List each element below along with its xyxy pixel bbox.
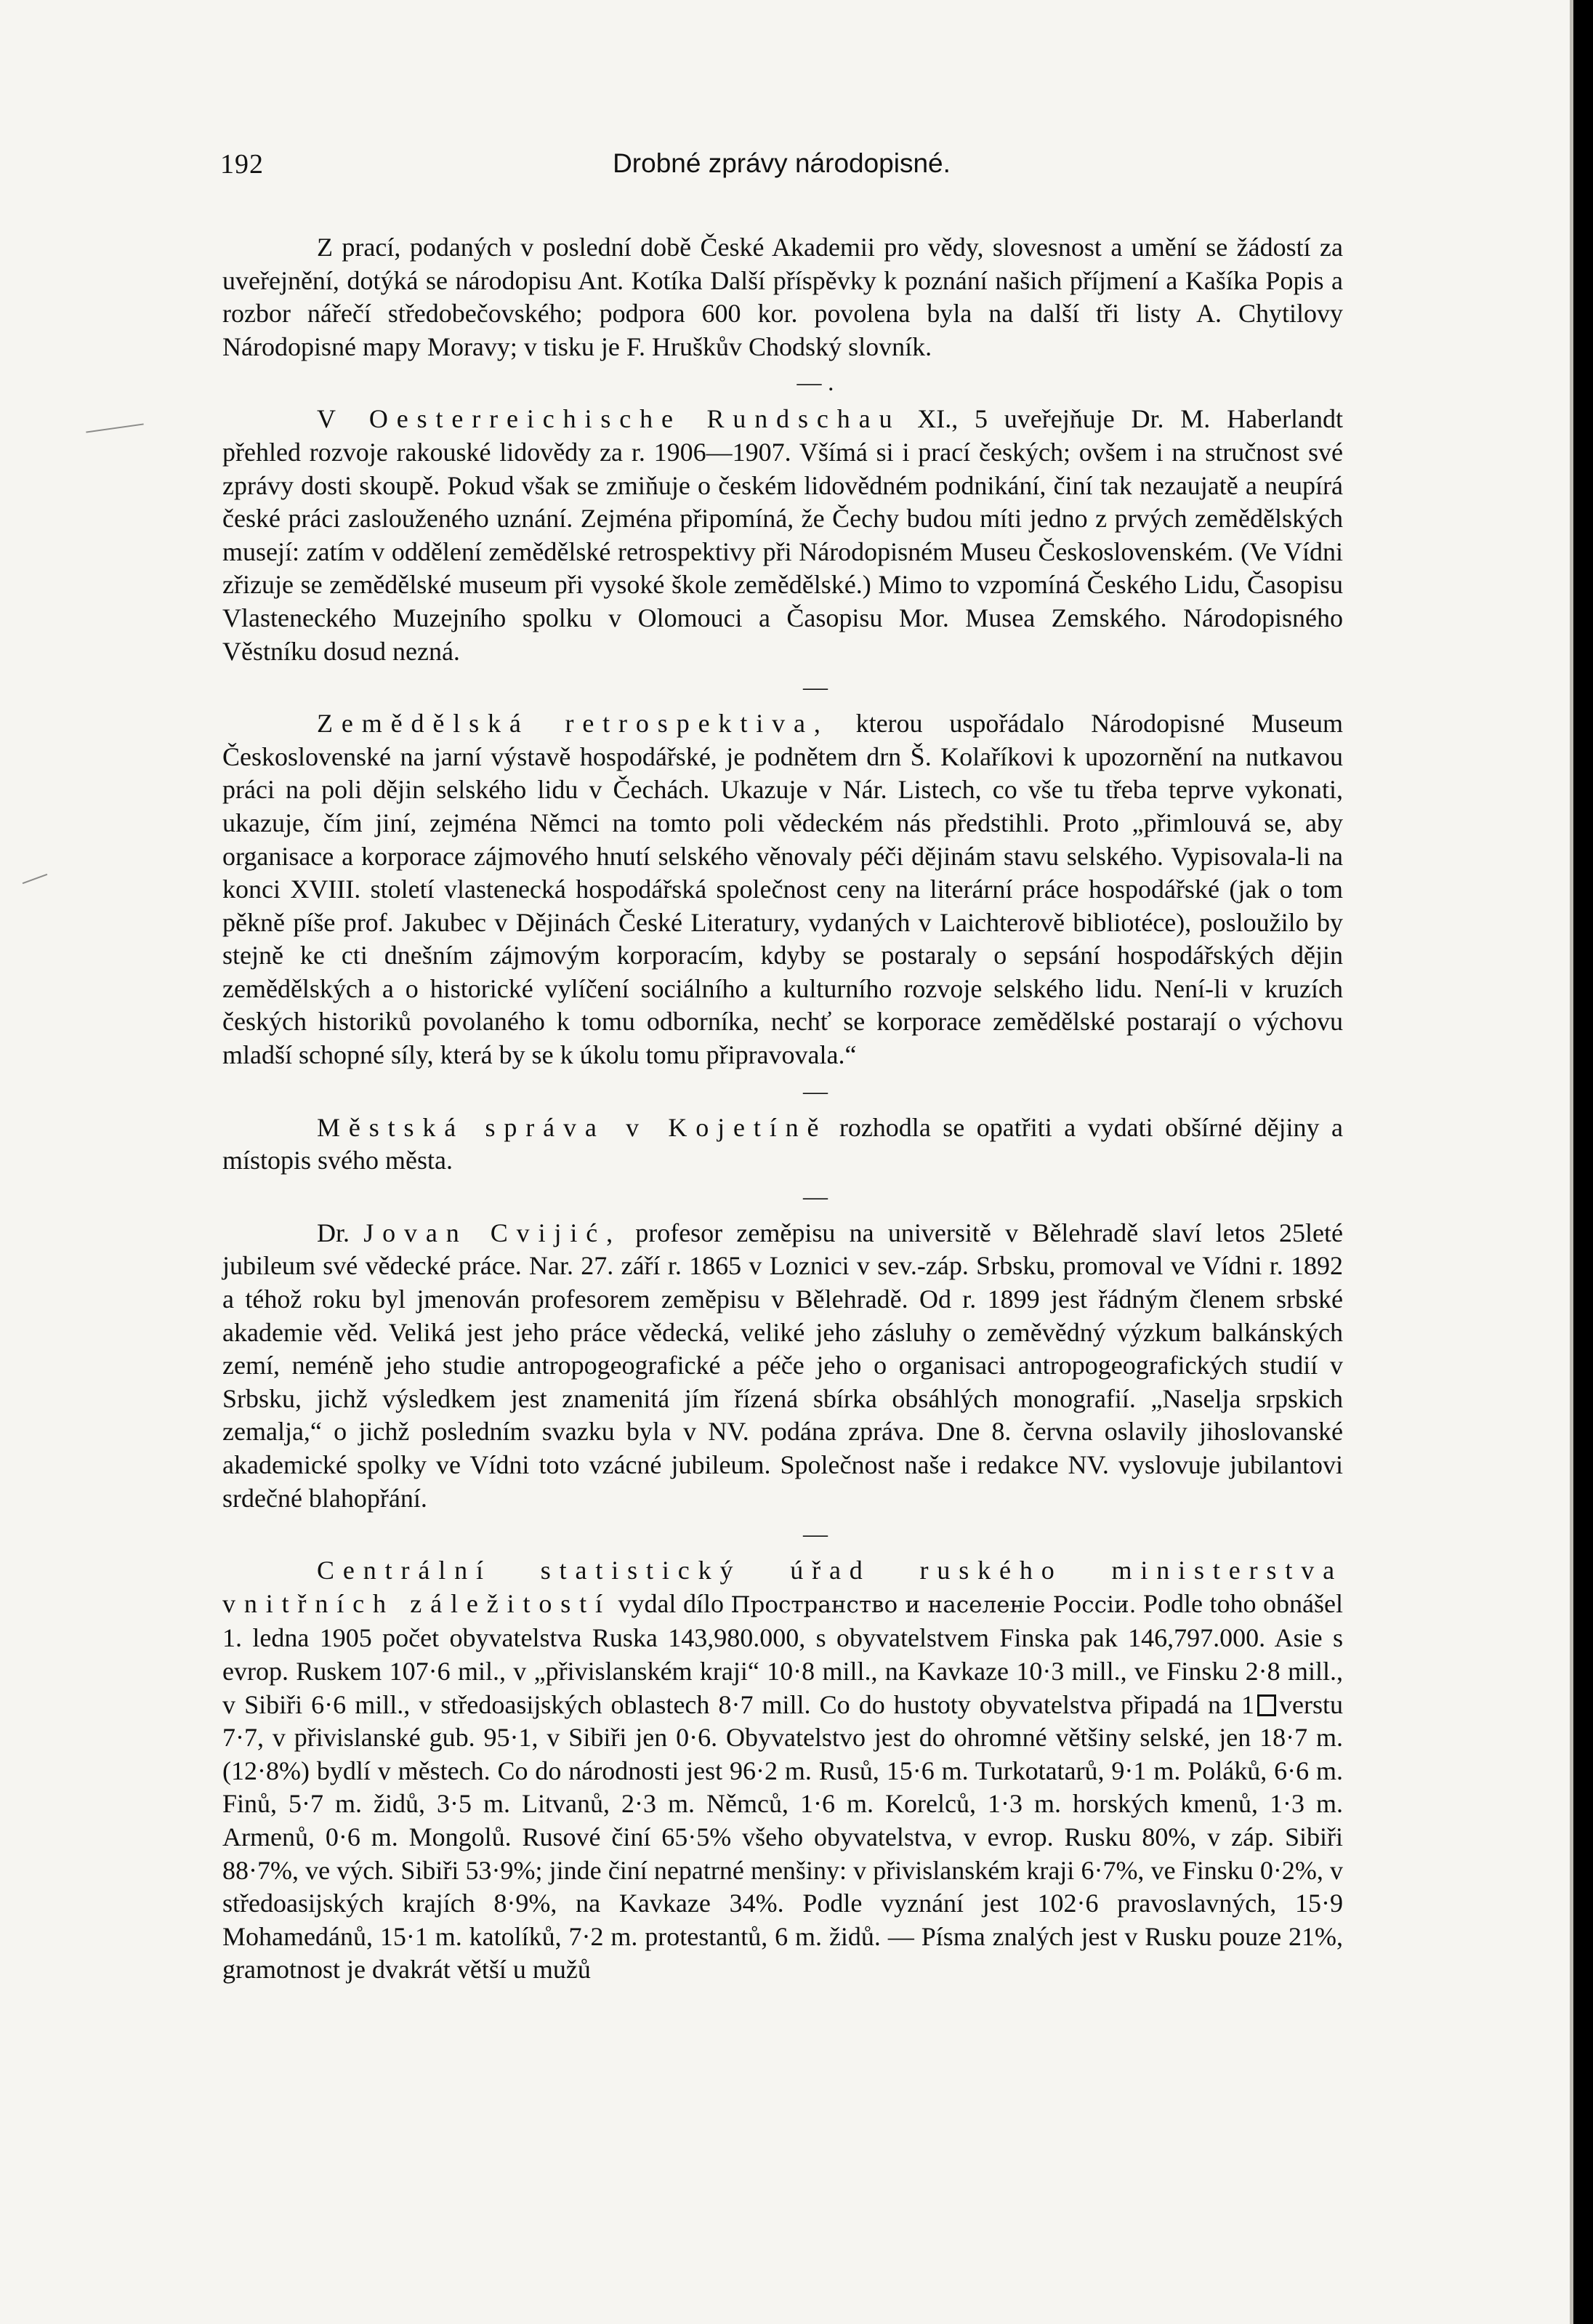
running-title: Drobné zprávy národopisné. xyxy=(613,148,951,178)
separator-dash: — xyxy=(803,1077,828,1105)
news-item-text: XI., 5 uveřejňuje Dr. M. Haberlandt přehled rozvoje rakouské lidovědy za r. 1906—1907. Všímá si i prací českých; ovšem i na stručnost své zprávy dosti skoupě. Pokud však se zmiňuje o českém lidovědném podnikání, činí tak nezaujatě a neupírá české práci zaslouženého uznání. Zejména připomíná, že Čechy budou míti jedno z prvých zemědělských musejí: zatím v oddělení zemědělské retrospektivy při Národopisném Museu Československém. (Ve Vídni zřizuje se zemědělské museum při vysoké škole zemědělské.) Mimo to vzpomíná Českého Lidu, Časopisu Vlasteneckého Muzejního spolku v Olomouci a Časopisu Mor. Musea Zemského. Národopisného Věstníku dosud nezná. xyxy=(222,404,1344,666)
separator-dot-dash: — . xyxy=(796,369,834,397)
news-item-rundschau xyxy=(222,403,1343,668)
text-column xyxy=(222,231,1343,1987)
news-item-lead-prefix: Dr. xyxy=(317,1218,350,1247)
news-item-text: rozhodla se opatřiti a vydati obšírné dějiny a místopis svého města. xyxy=(222,1112,1344,1175)
separator-dash: — xyxy=(803,1521,828,1548)
page-header xyxy=(220,142,1343,186)
news-item-text: vydal dílo xyxy=(618,1588,724,1618)
news-item-lead: Městská správa v Kojetíně xyxy=(317,1112,828,1142)
news-item-text: kterou uspořádalo Národopisné Museum Československé na jarní výstavě hospodářské, je podnětem drn Š. Kolaříkovi k upozornění na nutkavou práci na poli dějin selského lidu v Čechách. Ukazuje v Nár. Listech, co vše tu třeba teprve vykonati, ukazuje, čím jiní, zejména Němci na tomto poli vědeckém nás předstihli. Proto „přimlouvá se, aby organisace a korporace zájmového hnutí selského věnovaly péči dějinám stavu selského. Vypisovala-li na konci XVIII. století vlastenecká hospodářská společnost ceny na literární práce hospodářské (jak o tom pěkně píše prof. Jakubec v Dějinách České Literatury, vydaných v Laichterově bibliotéce), posloužilo by stejně ke cti dnešním zájmovým korporacím, kdyby se postaraly o sepsání hospodářských dějin zemědělských a o historické vylíčení sociálního a kulturního rozvoje selského lidu. Není-li v kruzích českých historiků povolaného k tomu odborníka, nechť se korporace zemědělské postarají o výchovu mladší schopné síly, která by se k úkolu tomu připravovala.“ xyxy=(222,709,1343,1070)
news-item-lead: Zemědělská retrospektiva, xyxy=(317,709,829,739)
news-item-retrospektiva xyxy=(222,707,1343,1072)
news-item-academy xyxy=(222,231,1343,363)
news-item-cvijic xyxy=(222,1217,1343,1515)
news-item-russian-statistics xyxy=(222,1554,1343,1987)
margin-pencil-mark xyxy=(86,423,143,433)
news-item-text: verstu 7·7, v přivislanské gub. 95·1, v Sibiři jen 0·6. Obyvatelstvo jest do ohromné většiny selské, jen 18·7 m. (12·8%) bydlí v městech. Co do národnosti jest 96·2 m. Rusů, 15·6 m. Turkotatarů, 9·1 m. Poláků, 6·6 m. Finů, 5·7 m. židů, 3·5 m. Litvanů, 2·3 m. Němců, 1·6 m. Korelců, 1·3 m. horských kmenů, 1·3 m. Armenů, 0·6 m. Mongolů. Rusové činí 65·5% všeho obyvatelstva, v evrop. Rusku 80%, v záp. Sibiři 88·7%, ve vých. Sibiři 53·9%; jinde činí nepatrné menšiny: v přivislanském kraji 6·7%, ve Finsku 0·2%, v středoasijských krajích 8·9%, na Kavkaze 34%. Podle vyznání jest 102·6 pravoslavných, 15·9 Mohamedánů, 15·1 m. katolíků, 7·2 m. protestantů, 6 m. židů. — Písma znalých jest v Rusku pouze 21%, gramotnost je dvakrát větší u mužů xyxy=(222,1689,1343,1985)
news-item-text: profesor zeměpisu na universitě v Bělehradě slaví letos 25leté jubileum své vědecké práce. Nar. 27. září r. 1865 v Loznici v sev.-záp. Srbsku, promoval ve Vídni r. 1892 a téhož roku byl jmenován profesorem zeměpisu v Bělehradě. Od r. 1899 jest řádným členem srbské akademie věd. Veliká jest jeho práce vědecká, veliké jeho zásluhy o zeměvědný výzkum balkánských zemí, neméně jeho studie antropogeografické a péče jeho o organisaci antropogeografických studií v Srbsku, jichž výsledkem jest znamenitá jím řízená sbírka obsáhlých monografií. „Naselja srpskich zemalja,“ o jichž posledním svazku byla v NV. podána zpráva. Dne 8. června oslavily jihoslovanské akademické spolky ve Vídni toto vzácné jubileum. Společnost naše i redakce NV. vyslovuje jubilantovi srdečné blahopřání. xyxy=(222,1218,1344,1513)
separator-dash: — xyxy=(803,674,828,701)
news-item-lead: Centrální statistický úřad ruského ministerstva vnitřních záležitostí xyxy=(222,1556,1343,1618)
news-item-lead: Jovan Cvijić, xyxy=(363,1218,621,1247)
cyrillic-book-title: Пространство и населеніе Россіи. xyxy=(730,1591,1137,1618)
page-number: 192 xyxy=(220,149,264,180)
news-item-kojetin xyxy=(222,1111,1343,1178)
margin-pencil-mark xyxy=(23,874,48,884)
square-verst-symbol xyxy=(1257,1694,1276,1716)
news-item-text: Z prací, podaných v poslední době České Akademii pro vědy, slovesnost a umění se žádostí za uveřejnění, dotýká se národopisu Ant. Kotíka Další příspěvky k poznání našich příjmení a Kašíka Popis a rozbor nářečí středobečovského; podpora 600 kor. povolena byla na další tři listy A. Chytilovy Národopisné mapy Moravy; v tisku je F. Hruškův Chodský slovník. xyxy=(222,233,1343,361)
news-item-text: Podle toho obnášel 1. ledna 1905 počet obyvatelstva Ruska 143,980.000, s obyvatelstvem Finska pak 146,797.000. Asie s evrop. Ruskem 107·6 mil., v „přivislanském kraji“ 10·8 mill., na Kavkaze 10·3 mill., ve Finsku 2·8 mill., v Sibiři 6·6 mill., v středoasijských oblastech 8·7 mill. Co do hustoty obyvatelstva připadá na 1 xyxy=(222,1588,1344,1719)
news-item-lead: V Oesterreichische Rundschau xyxy=(317,404,901,434)
separator-dash: — xyxy=(803,1183,828,1210)
page-edge-rule xyxy=(1570,0,1573,2324)
